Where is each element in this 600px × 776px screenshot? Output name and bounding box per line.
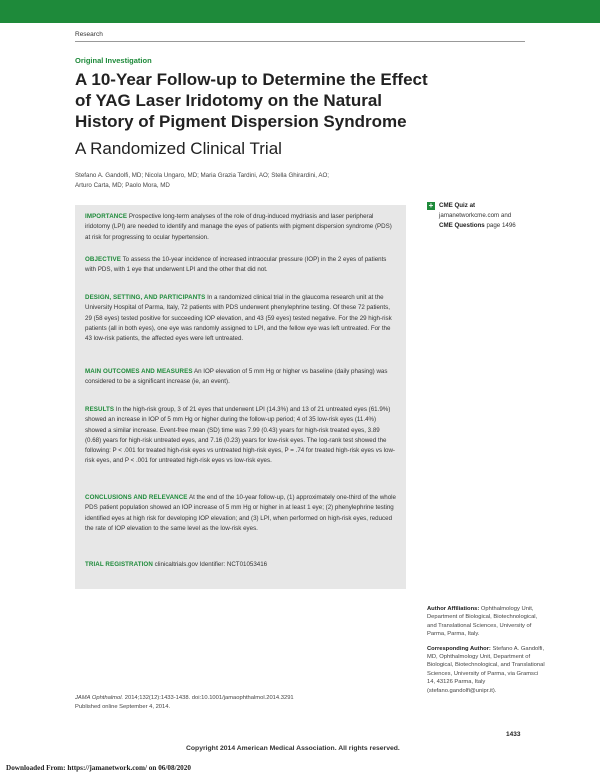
cme-questions-page: page 1496 — [486, 222, 516, 229]
corresponding-author-label: Corresponding Author: — [427, 645, 491, 652]
abstract-heading: CONCLUSIONS AND RELEVANCE — [85, 494, 188, 501]
abstract-text: In a randomized clinical trial in the glaucoma research unit at the University Hospital of Parma, Italy, 72 patients with PDS underwent phenylephrine testing. Of these 72 patients, 29 (58 eyes) tested positive for succeeding IOP elevation, and 43 (59 eyes) tested negative. For the 29 high-risk patients (all in both eyes), one eye was randomly assigned to LPI, and the fellow eye was left untreated. For the 43 low-risk patients, the affected eyes were left untreated. — [85, 294, 392, 343]
abstract-heading: RESULTS — [85, 406, 115, 413]
abstract-text: Prospective long-term analyses of the role of drug-induced mydriasis and laser peripheral iridotomy (LPI) are needed to identify and manage the eyes of patients with pigment dispersion syndrome (PDS) at risk for progressing to ocular hypertension. — [85, 213, 392, 241]
abstract-conclusions — [85, 493, 397, 534]
citation-details: 2014;132(12):1433-1438. doi:10.1001/jamaophthalmol.2014.3291 — [124, 695, 294, 701]
journal-header-bar — [0, 0, 600, 23]
article-subtitle: A Randomized Clinical Trial — [75, 139, 282, 158]
cme-questions-label: CME Questions — [439, 222, 485, 229]
affiliations-text: Ophthalmology Unit, Department of Biological, Biotechnological, and Translational Sciences, University of Parma, Parma, Italy. — [427, 606, 538, 638]
abstract-text: clinicaltrials.gov Identifier: NCT01053416 — [154, 561, 268, 568]
abstract-heading: MAIN OUTCOMES AND MEASURES — [85, 368, 193, 375]
plus-icon: + — [428, 201, 434, 210]
article-title: A 10-Year Follow-up to Determine the Effect of YAG Laser Iridotomy on the Natural History of Pigment Dispersion Syndrome — [75, 70, 428, 131]
abstract-text: To assess the 10-year incidence of increased intraocular pressure (IOP) in the 2 eyes of patients with PDS, with 1 eye that underwent LPI and the other that did not. — [85, 256, 387, 274]
abstract-box — [75, 205, 406, 589]
cme-quiz-link[interactable]: jamanetworkcme.com and — [439, 212, 512, 219]
abstract-heading: OBJECTIVE — [85, 256, 121, 263]
abstract-results — [85, 405, 397, 467]
download-stamp: Downloaded From: https://jamanetwork.com/ on 06/08/2020 — [6, 764, 191, 772]
affiliations-label: Author Affiliations: — [427, 606, 480, 612]
abstract-objective — [85, 255, 397, 276]
cme-sidebar — [427, 201, 537, 231]
cme-quiz-label: CME Quiz at — [439, 202, 476, 209]
citation-block — [75, 694, 395, 711]
abstract-design — [85, 293, 397, 344]
abstract-heading: TRIAL REGISTRATION — [85, 561, 153, 568]
abstract-text: An IOP elevation of 5 mm Hg or higher vs baseline (daily phasing) was considered to be a significant increase (ie, an event). — [85, 368, 388, 386]
abstract-outcomes — [85, 367, 397, 388]
corresponding-author-text: Stefano A. Gandolfi, MD, Ophthalmology Unit, Department of Biological, Biotechnological, and Translational Sciences, University of Parma, via Gramsci 14, 43126 Parma, Italy (stefano.gandolfi@unipr.it). — [427, 645, 545, 694]
abstract-heading: IMPORTANCE — [85, 213, 128, 220]
section-divider — [75, 41, 525, 42]
abstract-importance — [85, 212, 397, 243]
abstract-text: At the end of the 10-year follow-up, (1) approximately one-third of the whole PDS patient population showed an IOP increase of 5 mm Hg or higher in at least 1 eye; (2) phenylephrine testing identified eyes at high risk for developing IOP elevation; and (3) LPI, when performed on high-risk eyes, reduced the rate of IOP elevation to the same level as the low-risk eyes. — [85, 494, 396, 532]
copyright-notice: Copyright 2014 American Medical Association. All rights reserved. — [186, 745, 400, 752]
published-online: Published online September 4, 2014. — [75, 703, 171, 710]
author-affiliations — [427, 605, 545, 695]
journal-name: JAMA Ophthalmol. — [75, 695, 124, 701]
article-type-label: Original Investigation — [75, 56, 152, 65]
section-label: Research — [75, 31, 103, 38]
author-list: Stefano A. Gandolfi, MD; Nicola Ungaro, MD; Maria Grazia Tardini, AO; Stella Ghirardini, AO; Arturo Carta, MD; Paolo Mora, MD — [75, 172, 330, 189]
abstract-trial-registration — [85, 560, 397, 570]
abstract-text: In the high-risk group, 3 of 21 eyes that underwent LPI (14.3%) and 13 of 21 untreated eyes (61.9%) showed an increase in IOP of 5 mm Hg or higher during the follow-up period; 4 of 35 low-risk eyes (11.4%) showed a similar increase. Event-free mean (SD) time was 7.99 (0.43) years for high-risk treated eyes, 3.89 (0.68) years for high-risk untreated eyes, and 7.16 (0.23) years for low-risk eyes. The log-rank test showed the following: P < .001 for treated high-risk eyes vs untreated high-risk eyes, P = .74 for treated high-risk eyes vs low-risk eyes, and P < .001 for untreated high-risk eyes vs low-risk eyes. — [85, 406, 395, 465]
page-number: 1433 — [506, 731, 521, 738]
abstract-heading: DESIGN, SETTING, AND PARTICIPANTS — [85, 294, 206, 301]
